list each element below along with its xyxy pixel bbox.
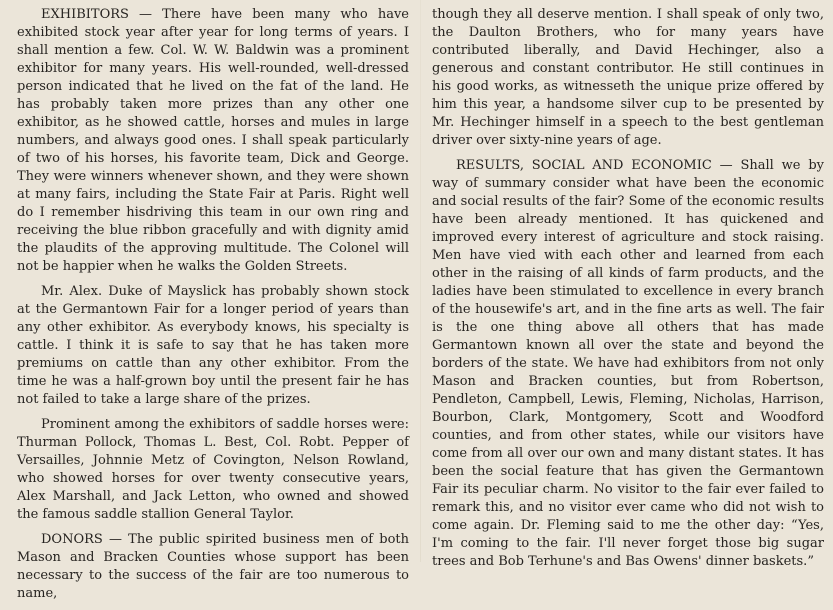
results-paragraph: RESULTS, SOCIAL AND ECONOMIC — Shall we by way of summary consider what have been the economic and social results of the fair? Some of the economic results have been already mentioned. It has quickened and improved every interest of agriculture and stock raising. Men have vied with each other and learned from each other in the raising of all kinds of farm products, and the ladies have been stimulated to excellence in every branch of the housewife's art, and in the fine arts as well. The fair is the one thing above all others that has made Germantown known all over the state and beyond the borders of the state. We have had exhibitors from not only Mason and Bracken counties, but from Robertson, Pendleton, Campbell, Lewis, Fleming, Nicholas, Harrison, Bourbon, Clark, Montgomery, Scott and Woodford counties, and from other states, while our visitors have come from all over our own and many distant states. It has been the social feature that has given the Germantown Fair its peculiar charm. No visitor to the fair ever failed to remark this, and no visitor ever came who did not wish to come again. Dr. Fleming said to me the other day: “Yes, I'm coming to the fair. I'll never forget those big sugar trees and Bob Terhune's and Bas Owens' dinner baskets.”	[432, 158, 824, 569]
saddle-horses-paragraph: Prominent among the exhibitors of saddle horses were: Thurman Pollock, Thomas L. Best, Col. Robt. Pepper of Versailles, Johnnie Metz of Covington, Nelson Rowland, who showed horses for over twenty consecutive years, Alex Marshall, and Jack Letton, who owned and showed the famous saddle stallion General Taylor.	[17, 417, 409, 522]
donors-paragraph: DONORS — The public spirited business men of both Mason and Bracken Counties whose support has been necessary to the success of the fair are too numerous to name,	[17, 532, 409, 601]
right-column	[432, 6, 824, 578]
column-gutter	[420, 0, 421, 562]
exhibitors-paragraph: EXHIBITORS — There have been many who have exhibited stock year after year for long terms of years. I shall mention a few. Col. W. W. Baldwin was a prominent exhibitor for many years. His well-rounded, well-dressed person indicated that he lived on the fat of the land. He has probably taken more prizes than any other one exhibitor, as he showed cattle, horses and mules in large numbers, and always good ones. I shall speak particularly of two of his horses, his favorite team, Dick and George. They were winners whenever shown, and they were shown at many fairs, including the State Fair at Paris. Right well do I remember hisdriving this team in our own ring and receiving the blue ribbon gracefully and with dignity amid the plaudits of the approving multitude. The Colonel will not be happier when he walks the Golden Streets.	[17, 7, 409, 274]
duke-paragraph: Mr. Alex. Duke of Mayslick has probably shown stock at the Germantown Fair for a longer period of years than any other exhibitor. As everybody knows, his specialty is cattle. I think it is safe to say that he has taken more premiums on cattle than any other exhibitor. From the time he was a half-grown boy until the present fair he has not failed to take a large share of the prizes.	[17, 284, 409, 407]
left-column	[17, 6, 409, 610]
donors-continued-paragraph: though they all deserve mention. I shall speak of only two, the Daulton Brothers, who for many years have contributed liberally, and David Hechinger, also a generous and constant contributor. He still continues in his good works, as witnesseth the unique prize offered by him this year, a handsome silver cup to be presented by Mr. Hechinger himself in a speech to the best gentleman driver over sixty-nine years of age.	[432, 7, 824, 148]
